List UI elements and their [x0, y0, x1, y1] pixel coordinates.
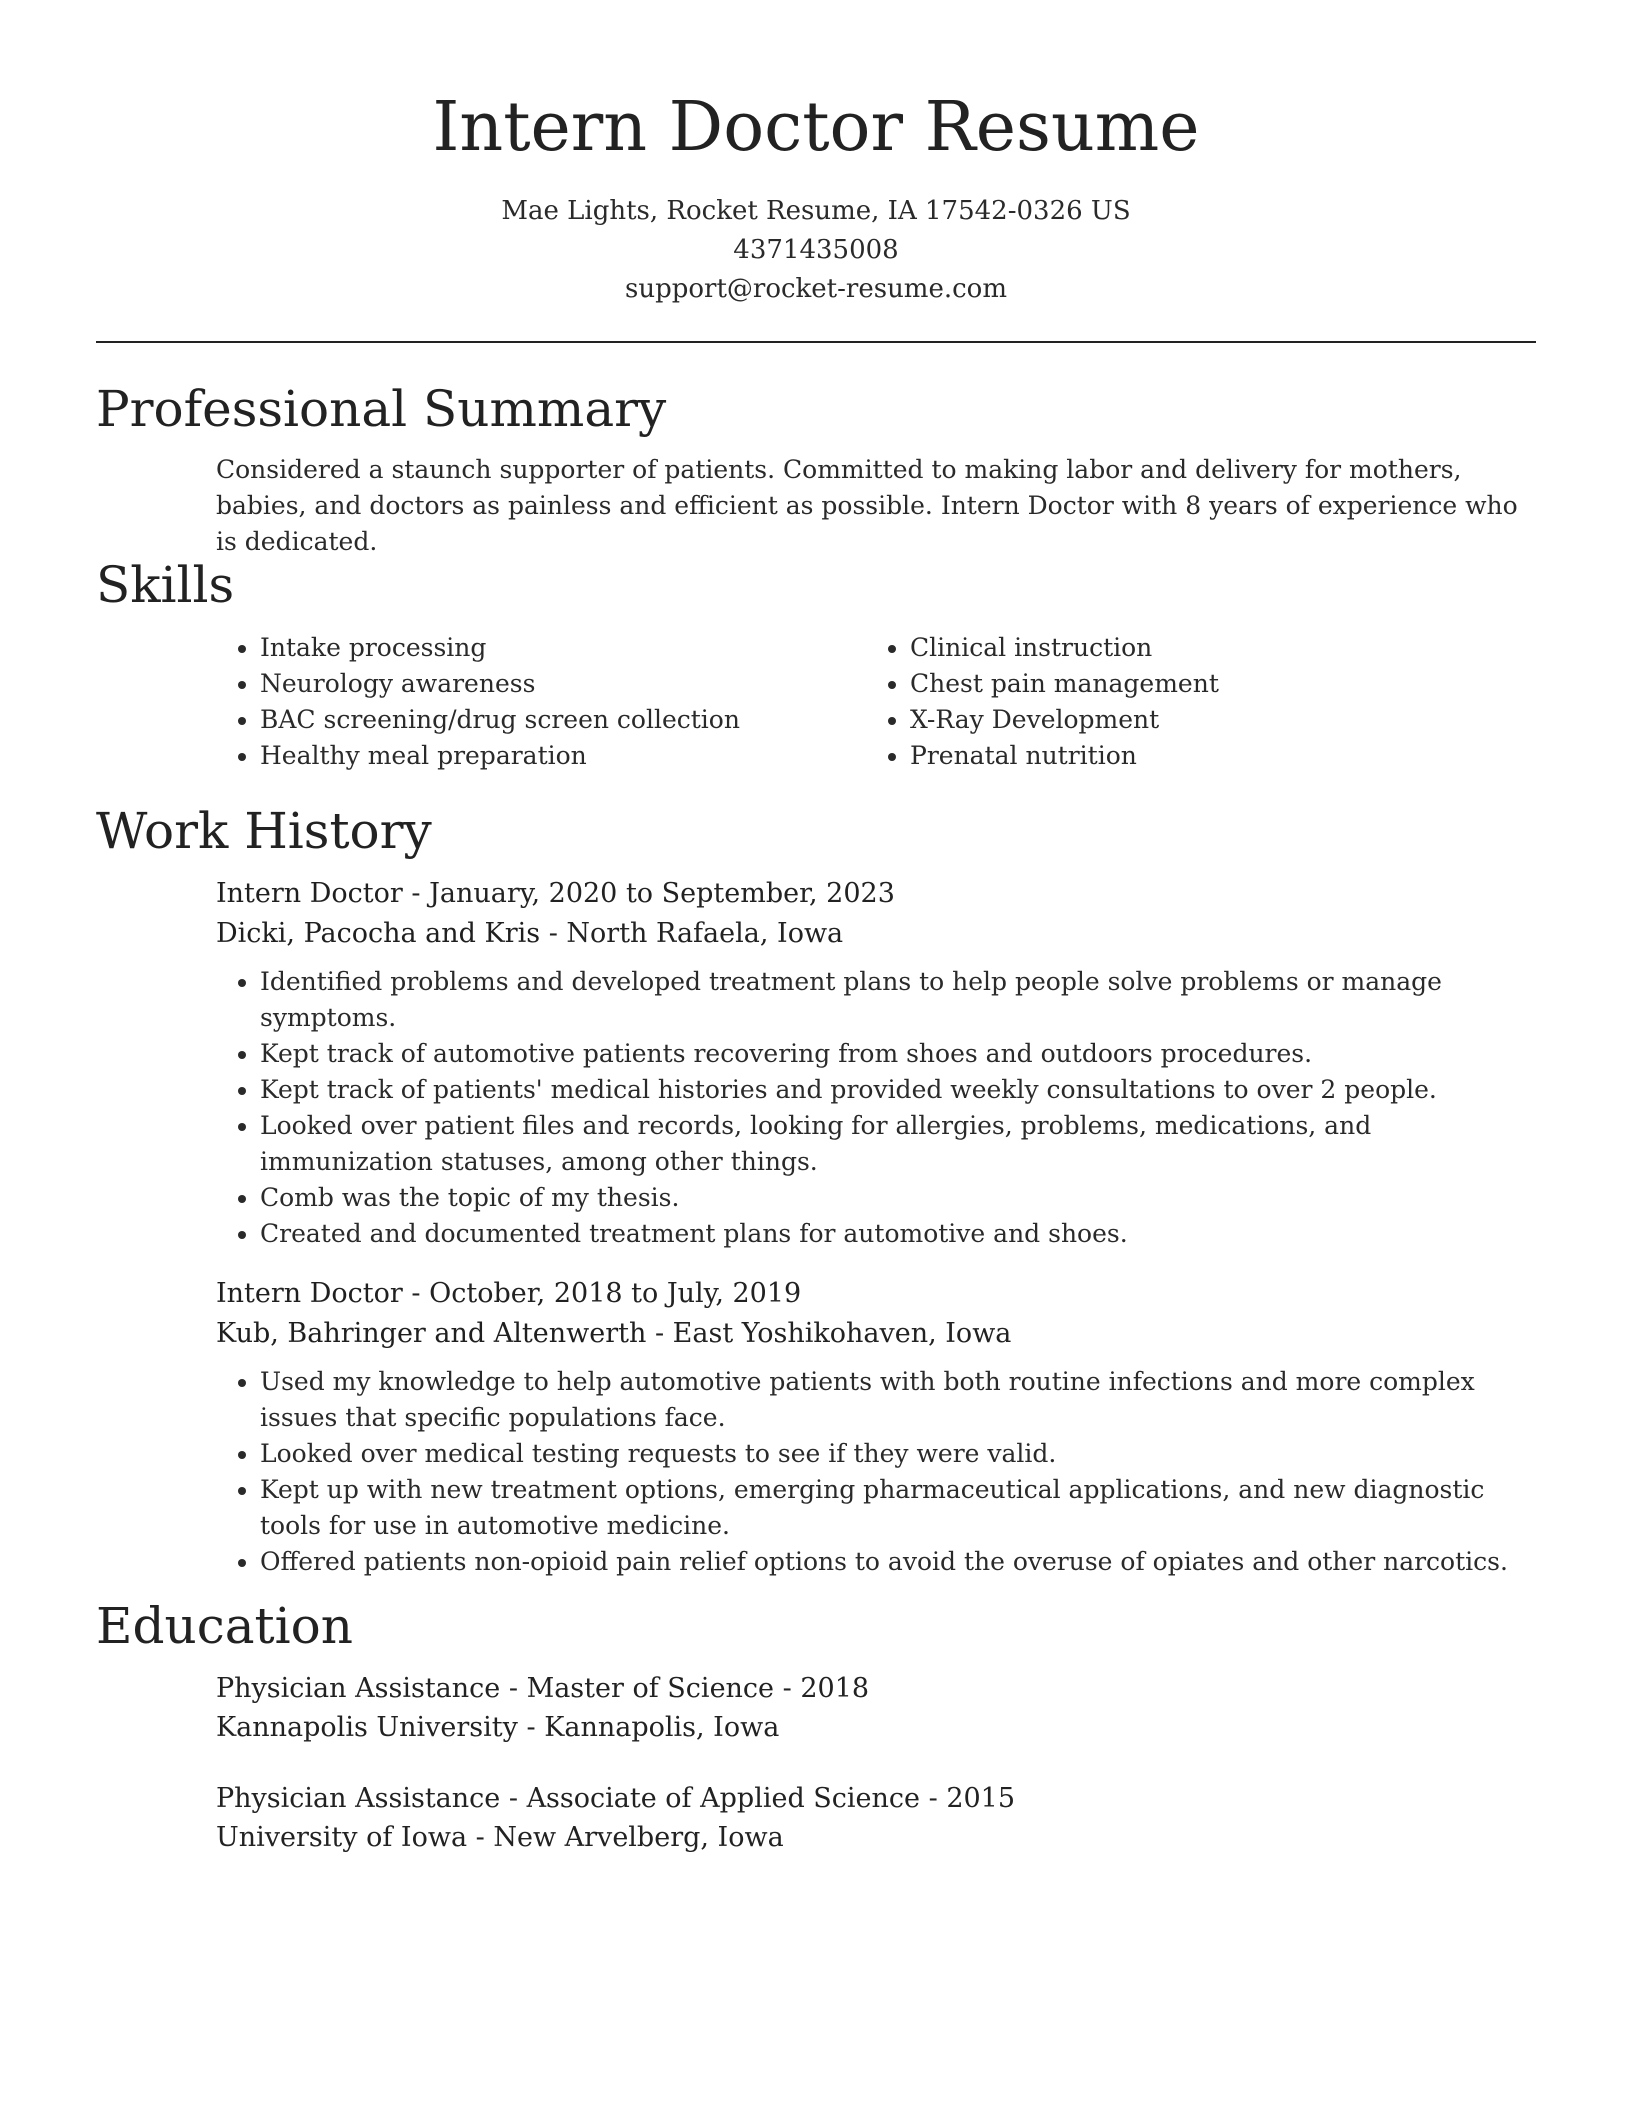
job-location: East Yoshikohaven, Iowa — [672, 1318, 1012, 1349]
education-entry — [216, 1669, 1536, 1747]
skills-list-left — [216, 630, 866, 774]
skill-item: • X-Ray Development — [910, 702, 1516, 738]
job-bullets — [216, 964, 1536, 1252]
job-employer: Kub, Bahringer and Altenwerth — [216, 1318, 647, 1349]
education-school: University of Iowa — [216, 1822, 468, 1853]
education-school-line — [216, 1708, 1536, 1747]
summary-section — [96, 378, 1536, 560]
skill-item: • Healthy meal preparation — [260, 738, 866, 774]
separator: - — [540, 918, 567, 949]
job-location: North Rafaela, Iowa — [566, 918, 844, 949]
summary-text: Considered a staunch supporter of patients. Committed to making labor and delivery for mothers, babies, and doctors as painless and efficient as possible. Intern Doctor with 8 years of experience who is dedicated. — [216, 455, 1518, 556]
job-bullet: • Offered patients non-opioid pain relief options to avoid the overuse of opiates and other narcotics. — [260, 1544, 1536, 1580]
separator: - — [500, 1673, 527, 1704]
job-bullets — [216, 1364, 1536, 1580]
skill-item: • Chest pain management — [910, 666, 1516, 702]
resume-header — [0, 0, 1632, 309]
job-bullet: • Kept up with new treatment options, emerging pharmaceutical applications, and new diagnostic tools for use in automotive medicine. — [260, 1472, 1536, 1544]
skills-grid — [216, 630, 1536, 774]
job-bullet: • Kept track of automotive patients recovering from shoes and outdoors procedures. — [260, 1036, 1536, 1072]
contact-block — [0, 192, 1632, 309]
education-degree-line — [216, 1669, 1536, 1708]
job-bullet: • Identified problems and developed treatment plans to help people solve problems or manage symptoms. — [260, 964, 1536, 1036]
job-employer-line — [216, 914, 1536, 954]
job-title-line — [216, 1274, 1536, 1314]
skills-section — [96, 554, 1536, 774]
job-bullet: • Looked over medical testing requests to see if they were valid. — [260, 1436, 1536, 1472]
skill-item: • Prenatal nutrition — [910, 738, 1516, 774]
job-bullet: • Kept track of patients' medical histories and provided weekly consultations to over 2 people. — [260, 1072, 1536, 1108]
separator: - — [402, 1278, 430, 1309]
job-bullet: • Created and documented treatment plans for automotive and shoes. — [260, 1216, 1536, 1252]
education-heading: Education — [96, 1597, 353, 1655]
education-year: 2015 — [946, 1783, 1016, 1814]
job-title: Intern Doctor — [216, 878, 403, 909]
summary-heading: Professional Summary — [96, 380, 667, 438]
separator: - — [467, 1822, 494, 1853]
education-school: Kannapolis University — [216, 1712, 518, 1743]
job-dates: January, 2020 to September, 2023 — [429, 878, 895, 909]
job-entry — [216, 1274, 1536, 1580]
job-bullet: • Looked over patient files and records, looking for allergies, problems, medications, and immunization statuses, among other things. — [260, 1108, 1536, 1180]
education-year: 2018 — [800, 1673, 870, 1704]
job-title: Intern Doctor — [216, 1278, 403, 1309]
skills-heading: Skills — [96, 556, 235, 614]
work-history-heading: Work History — [96, 802, 432, 860]
separator: - — [402, 878, 430, 909]
skill-item: • Intake processing — [260, 630, 866, 666]
contact-email: support@rocket-resume.com — [624, 274, 1007, 304]
header-divider — [96, 341, 1536, 343]
separator: - — [517, 1712, 545, 1743]
education-section — [96, 1595, 1536, 1857]
job-employer: Dicki, Pacocha and Kris — [216, 918, 541, 949]
job-bullet: • Comb was the topic of my thesis. — [260, 1180, 1536, 1216]
job-entry — [216, 874, 1536, 1252]
job-bullet: • Used my knowledge to help automotive patients with both routine infections and more complex issues that specific populations face. — [260, 1364, 1536, 1436]
skill-item: • Clinical instruction — [910, 630, 1516, 666]
separator: - — [774, 1673, 801, 1704]
contact-address: Mae Lights, Rocket Resume, IA 17542-0326 US — [501, 196, 1131, 226]
education-location: New Arvelberg, Iowa — [493, 1822, 784, 1853]
skill-item: • Neurology awareness — [260, 666, 866, 702]
job-title-line — [216, 874, 1536, 914]
education-degree: Associate of Applied Science — [526, 1783, 921, 1814]
work-history-section — [96, 800, 1536, 1580]
contact-phone: 4371435008 — [733, 235, 899, 265]
education-field: Physician Assistance — [216, 1673, 501, 1704]
separator: - — [646, 1318, 673, 1349]
education-field: Physician Assistance — [216, 1783, 501, 1814]
education-list — [216, 1669, 1536, 1857]
job-employer-line — [216, 1314, 1536, 1354]
education-degree: Master of Science — [526, 1673, 775, 1704]
separator: - — [500, 1783, 527, 1814]
education-entry — [216, 1779, 1536, 1857]
page-title: Intern Doctor Resume — [432, 88, 1200, 167]
education-location: Kannapolis, Iowa — [544, 1712, 780, 1743]
separator: - — [920, 1783, 947, 1814]
job-dates: October, 2018 to July, 2019 — [429, 1278, 802, 1309]
education-degree-line — [216, 1779, 1536, 1818]
education-school-line — [216, 1818, 1536, 1857]
skill-item: • BAC screening/drug screen collection — [260, 702, 866, 738]
skills-list-right — [866, 630, 1516, 774]
